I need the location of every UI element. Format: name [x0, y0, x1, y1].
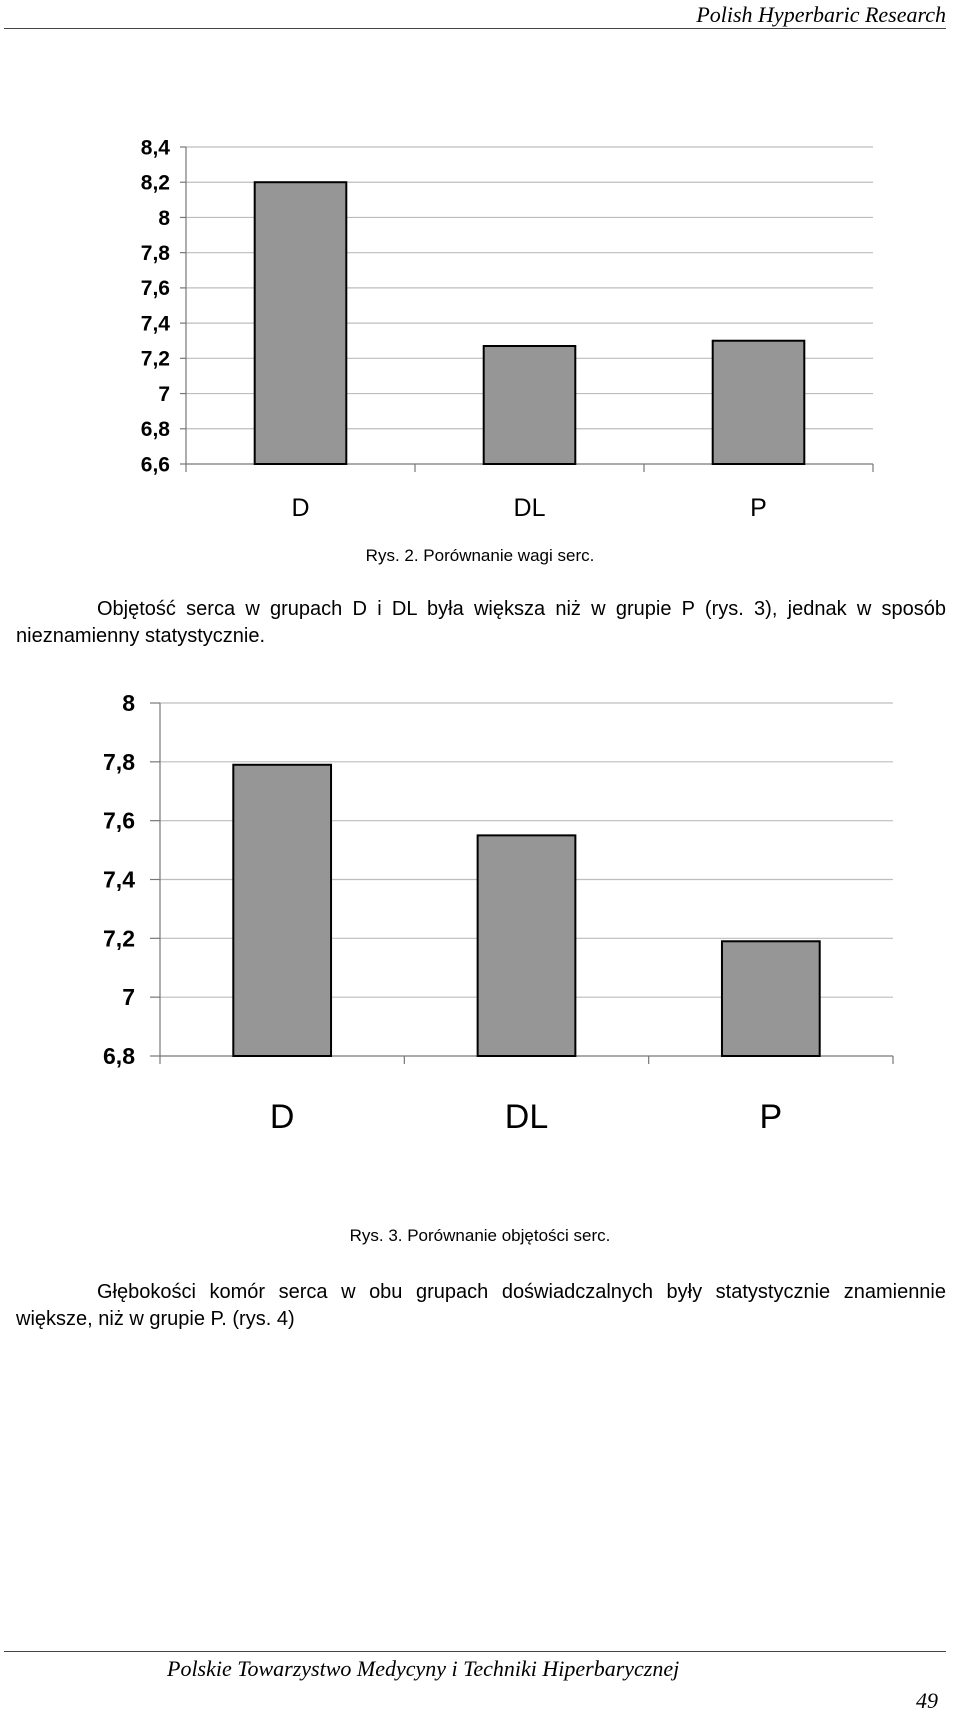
bar-dl [484, 346, 576, 464]
y-tick-label: 8,4 [140, 136, 170, 160]
figure-3-caption: Rys. 3. Porównanie objętości serc. [349, 1226, 611, 1245]
y-tick-label: 6,6 [140, 453, 170, 477]
journal-title: Polish Hyperbaric Research [696, 2, 946, 27]
y-tick-label: 6,8 [140, 418, 170, 442]
figure-2-caption: Rys. 2. Porównanie wagi serc. [365, 546, 595, 565]
y-tick-label: 7,4 [140, 312, 170, 336]
bar-p [713, 341, 805, 464]
x-tick-label: DL [504, 1098, 549, 1136]
y-tick-label: 7,8 [140, 242, 170, 266]
x-tick-label: D [291, 494, 310, 522]
page-number: 49 [916, 1688, 938, 1713]
running-header [4, 0, 946, 29]
paragraph-2 [16, 1279, 946, 1333]
y-tick-label: 6,8 [103, 1043, 135, 1070]
x-tick-label: P [759, 1098, 783, 1136]
y-tick-label: 7 [158, 382, 170, 406]
y-tick-label: 7 [122, 984, 135, 1011]
x-tick-label: DL [513, 494, 546, 522]
bar-d [233, 765, 331, 1056]
publisher-name: Polskie Towarzystwo Medycyny i Techniki Hiperbarycznej [167, 1656, 680, 1681]
y-tick-label: 8 [122, 690, 135, 717]
x-tick-label: P [750, 494, 767, 522]
y-tick-label: 7,6 [103, 807, 135, 834]
y-tick-label: 7,8 [103, 748, 135, 775]
bar-d [255, 182, 347, 464]
y-tick-label: 7,2 [140, 347, 170, 371]
figure-2-chart [0, 120, 960, 665]
paragraph-2-text: Głębokości komór serca w obu grupach doświadczalnych były statystycznie znamiennie większe, niż w grupie P. (rys. 4) [16, 1281, 946, 1330]
y-tick-label: 7,4 [103, 866, 135, 893]
y-tick-label: 7,6 [140, 277, 170, 301]
figure-3-chart [0, 680, 960, 1150]
y-tick-label: 8 [158, 206, 170, 230]
running-footer [4, 1651, 946, 1713]
y-tick-label: 7,2 [103, 925, 135, 952]
bar-p [722, 941, 820, 1056]
x-tick-label: D [269, 1098, 295, 1136]
paragraph-1-text: Objętość serca w grupach D i DL była większa niż w grupie P (rys. 3), jednak w sposób nieznamienny statystycznie. [16, 598, 946, 647]
paragraph-1 [16, 596, 946, 650]
bar-dl [478, 835, 576, 1056]
y-tick-label: 8,2 [140, 171, 170, 195]
